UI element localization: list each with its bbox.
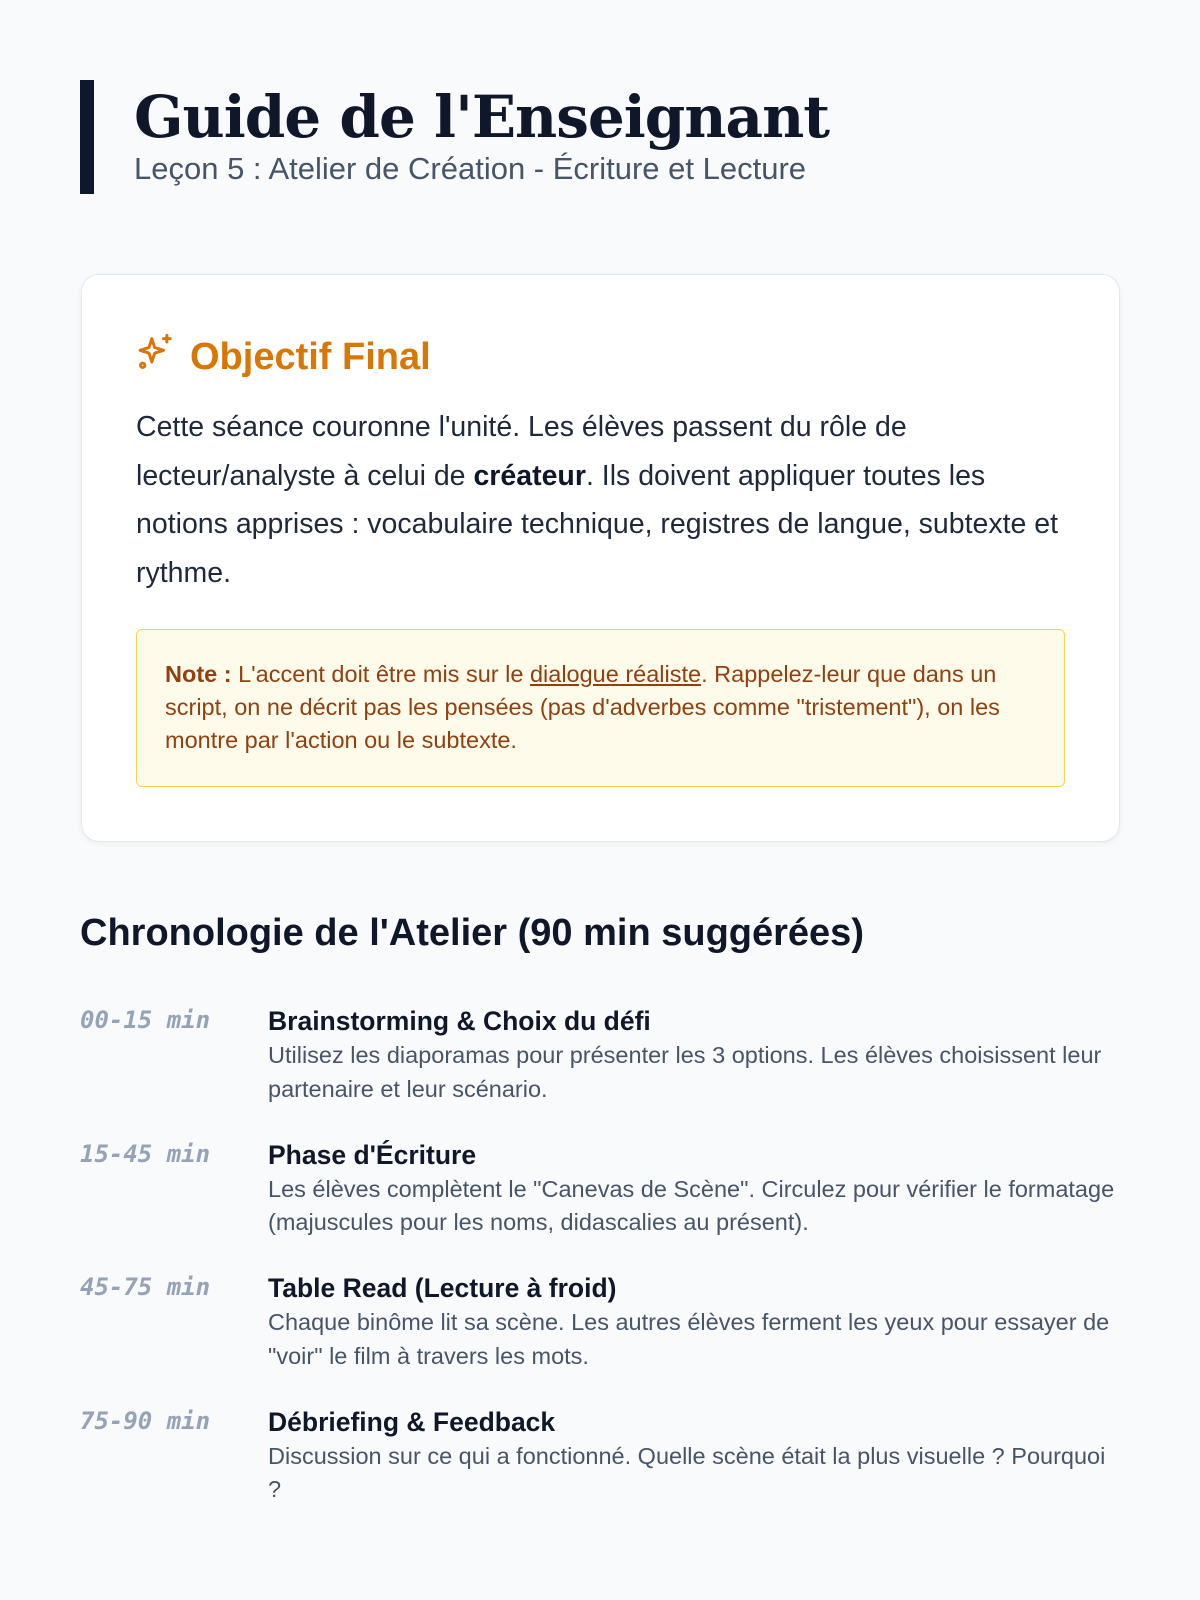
page-title: Guide de l'Enseignant xyxy=(134,83,830,151)
step-description: Les élèves complètent le "Canevas de Scène". Circulez pour vérifier le formatage (majuscules pour les noms, didascalies au présent). xyxy=(268,1175,1115,1235)
note-underlined: dialogue réaliste xyxy=(529,661,702,687)
step-description: Chaque binôme lit sa scène. Les autres élèves ferment les yeux pour essayer de "voir" le film à travers les mots. xyxy=(268,1309,1110,1369)
objective-text xyxy=(136,403,1065,597)
timeline-step xyxy=(80,1271,1120,1405)
timeline-list xyxy=(80,1004,1120,1538)
objective-text-bold: créateur xyxy=(473,459,586,492)
sparkles-icon xyxy=(136,332,176,382)
note-callout xyxy=(136,629,1065,787)
step-title: Table Read (Lecture à froid) xyxy=(268,1273,617,1303)
step-time: 15-45 min xyxy=(80,1139,211,1168)
objective-text-part2: . Ils doivent appliquer toutes les notions apprises : vocabulaire technique, registres de langue, subtexte et rythme. xyxy=(136,459,1059,589)
note-text-part1: L'accent doit être mis sur le xyxy=(231,661,530,687)
page-subtitle: Leçon 5 : Atelier de Création - Écriture et Lecture xyxy=(134,151,807,186)
objective-title: Objectif Final xyxy=(190,335,431,378)
note-text-part2: . Rappelez-leur que dans un script, on ne décrit pas les pensées (pas d'adverbes comme "tristement"), on les montre par l'action ou le subtexte. xyxy=(165,661,1000,753)
timeline-heading: Chronologie de l'Atelier (90 min suggérées) xyxy=(80,912,864,954)
step-description: Utilisez les diaporamas pour présenter les 3 options. Les élèves choisissent leur partenaire et leur scénario. xyxy=(268,1042,1102,1102)
timeline-step xyxy=(80,1138,1120,1272)
step-title: Phase d'Écriture xyxy=(268,1139,477,1170)
note-label: Note : xyxy=(165,661,232,687)
timeline-step xyxy=(80,1405,1120,1539)
objective-heading xyxy=(136,327,1065,387)
objective-card xyxy=(81,274,1120,842)
step-title: Débriefing & Feedback xyxy=(268,1406,556,1437)
step-time: 45-75 min xyxy=(80,1273,211,1301)
step-time: 75-90 min xyxy=(80,1406,211,1435)
step-title: Brainstorming & Choix du défi xyxy=(268,1006,651,1036)
step-time: 00-15 min xyxy=(80,1006,211,1034)
page-header xyxy=(80,80,829,194)
step-description: Discussion sur ce qui a fonctionné. Quelle scène était la plus visuelle ? Pourquoi ? xyxy=(268,1442,1106,1502)
timeline-step xyxy=(80,1004,1120,1138)
objective-text-part1: Cette séance couronne l'unité. Les élèves passent du rôle de lecteur/analyste à celui de xyxy=(136,411,907,492)
